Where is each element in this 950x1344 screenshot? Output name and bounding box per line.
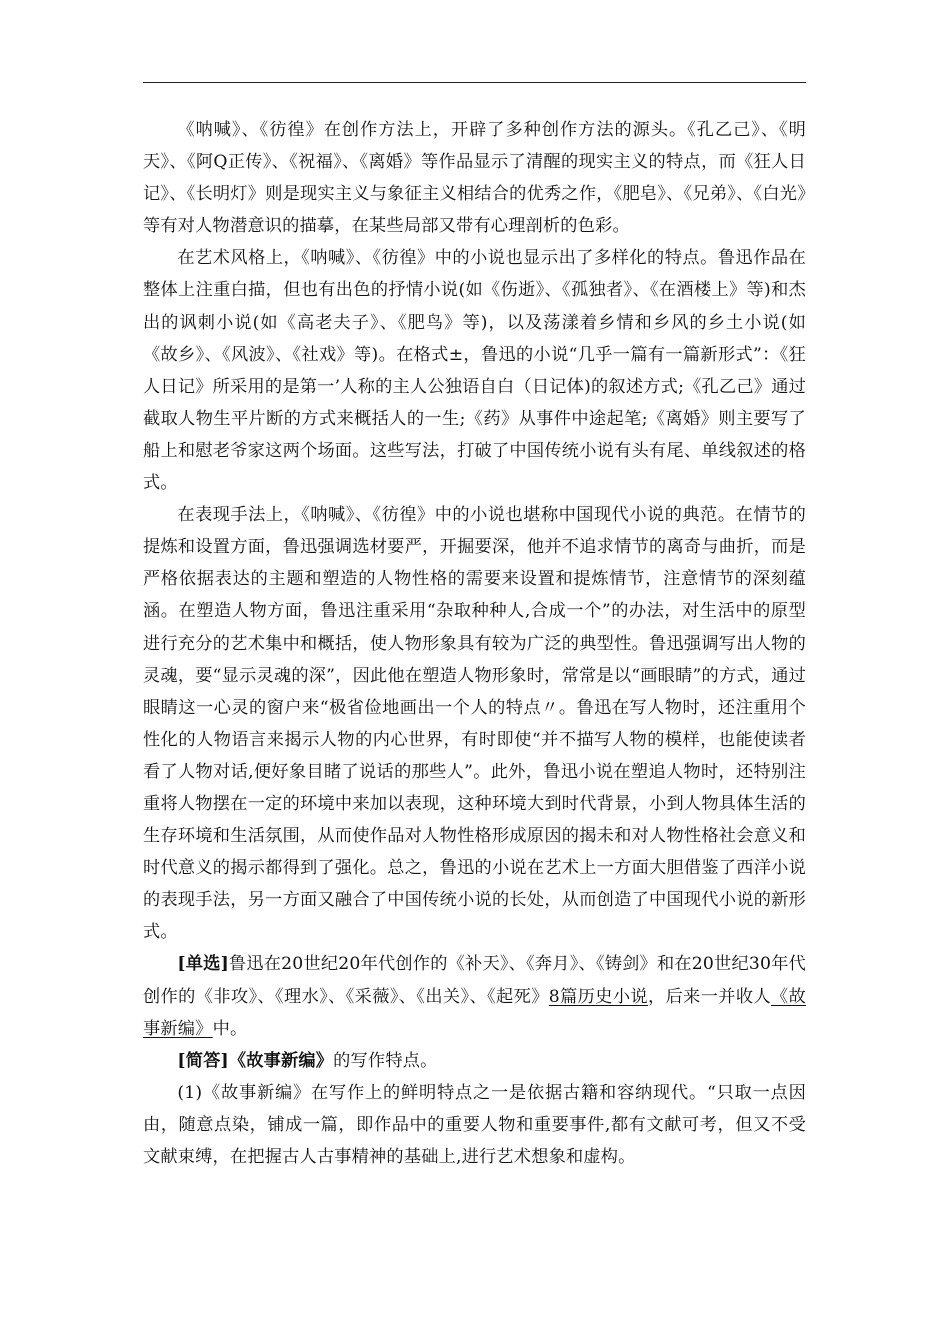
single-choice-text-before: 鲁迅在20世纪20年代创作的《补天》、《奔月》、《铸剑》和在20世纪30年代创作的《非攻》、《理水》、《采薇》、《出关》、《起死》 [143, 954, 806, 1007]
document-body [143, 114, 806, 1173]
single-choice-tag: [单选] [177, 954, 229, 975]
single-choice-text-middle: ，后来一并收人 [648, 986, 772, 1007]
paragraph-artistic-style: 在艺术风格上，《呐喊》、《彷徨》中的小说也显示出了多样化的特点。鲁迅作品在整体上注重白描，但也有出色的抒情小说(如《伤逝》、《孤独者》、《在酒楼上》等)和杰出的讽刺小说(如《高老夫子》、《肥鸟》等)，以及荡漾着乡情和乡风的乡土小说(如《故乡》、《风波》、《社戏》等)。在格式±，鲁迅的小说“几乎一篇有一篇新形式”：《狂人日记》所采用的是第一’人称的主人公独语自白（日记体)的叙述方式;《孔乙己》通过截取人物生平片断的方式来概括人的一生;《药》从事件中途起笔;《离婚》则主要写了船上和慰老爷家这两个场面。这些写法，打破了中国传统小说有头有尾、单线叙述的格式。 [143, 248, 806, 494]
single-choice-text-after: 中。 [212, 1018, 248, 1039]
single-choice-answer-title: 《故事新编》 [143, 986, 807, 1039]
header-rule [143, 82, 806, 83]
short-answer-tag: [简答]《故事新编》 [177, 1050, 334, 1071]
short-answer-item [143, 1045, 806, 1077]
short-answer-text: 的写作特点。 [333, 1050, 438, 1071]
single-choice-item [143, 948, 806, 1044]
paragraph-creative-methods: 《呐喊》、《彷徨》在创作方法上，开辟了多种创作方法的源头。《孔乙己》、《明天》、《阿Q正传》、《祝福》、《离婚》等作品显示了清醒的现实主义的特点，而《狂人日记》、《长明灯》则是现实主义与象征主义相结合的优秀之作，《肥皂》、《兄弟》、《白光》等有对人物潜意识的描摹，在某些局部又带有心理剖析的色彩。 [143, 120, 806, 237]
paragraph-techniques: 在表现手法上，《呐喊》、《彷徨》中的小说也堪称中国现代小说的典范。在情节的提炼和设置方面，鲁迅强调选材要严，开掘要深，他并不追求情节的离奇与曲折，而是严格依据表达的主题和塑造的人物性格的需要来设置和提炼情节，注意情节的深刻蕴涵。在塑造人物方面，鲁迅注重采用“杂取种种人,合成一个”的办法，对生活中的原型进行充分的艺术集中和概括，使人物形象具有较为广泛的典型性。鲁迅强调写出人物的灵魂，要“显示灵魂的深”，因此他在塑造人物形象时，常常是以“画眼睛”的方式，通过眼睛这一心灵的窗户来“极省俭地画出一个人的特点〃。鲁迅在写人物时，还注重用个性化的人物语言来揭示人物的内心世界，有时即使“并不描写人物的模样，也能使读者看了人物对话,便好象目睹了说话的那些人”。此外，鲁迅小说在塑追人物时，还特别注重将人物摆在一定的环境中来加以表现，这种环境大到时代背景，小到人物具体生活的生存环境和生活氛围，从而使作品对人物性格形成原因的揭未和对人物性格社会意义和时代意义的揭示都得到了强化。总之，鲁迅的小说在艺术上一方面大胆借鉴了西洋小说的表现手法，另一方面又融合了中国传统小说的长处，从而创造了中国现代小说的新形式。 [143, 505, 806, 943]
single-choice-answer-count: 8篇历史小说 [548, 986, 648, 1007]
answer-point-1: (1)《故事新编》在写作上的鲜明特点之一是依据古籍和容纳现代。“只取一点因由，随意点染，铺成一篇，即作品中的重要人物和重要事件,都有文献可考，但又不受文献束缚，在把握古人古事精神的基础上,进行艺术想象和虚构。 [143, 1082, 806, 1167]
